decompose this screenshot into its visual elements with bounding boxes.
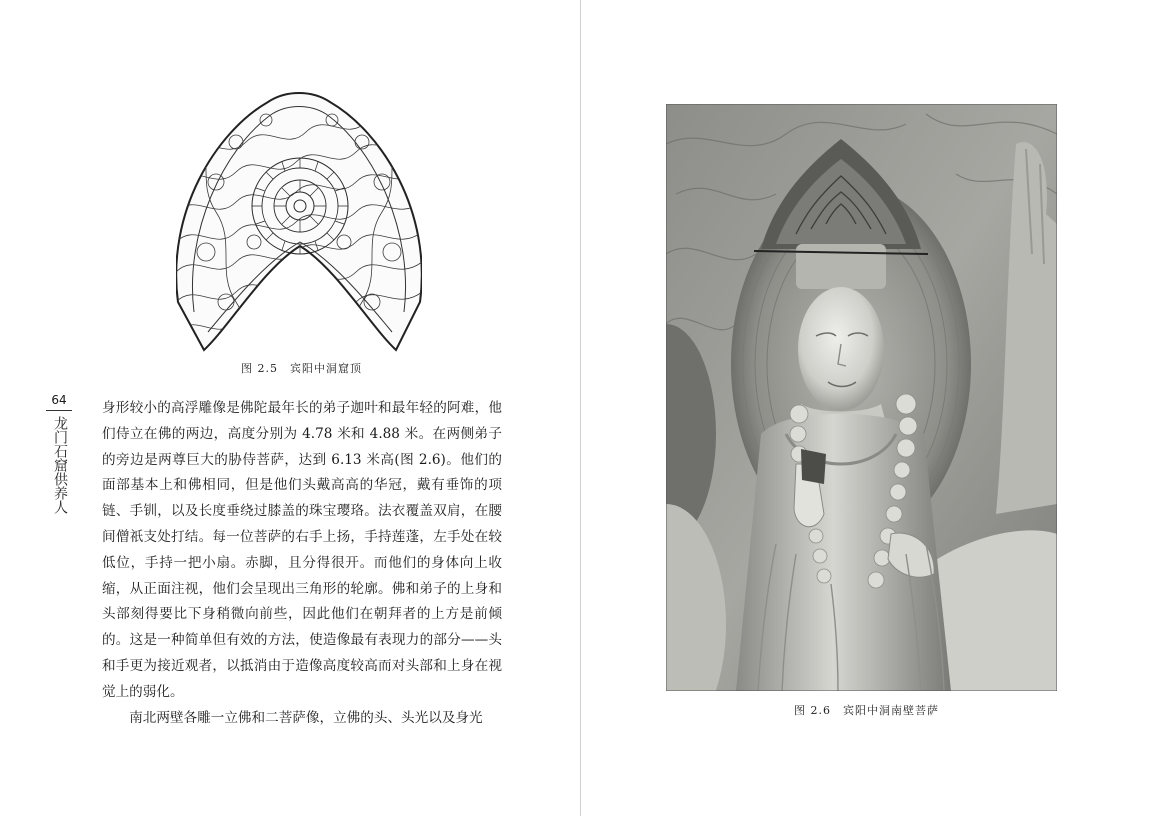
body-text [102, 396, 502, 731]
page-number: 64 [51, 393, 67, 407]
running-title: 龙门石窟供养人 [52, 416, 68, 514]
folio-rule [46, 410, 72, 411]
figure-2-5-ceiling-drawing [176, 92, 422, 354]
figure-2-6-caption: 图 2.6 宾阳中洞南壁菩萨 [794, 704, 939, 717]
figure-2-5-caption: 图 2.5 宾阳中洞窟顶 [241, 362, 362, 375]
paragraph-1: 身形较小的高浮雕像是佛陀最年长的弟子迦叶和最年轻的阿难，他们侍立在佛的两边，高度分别为 4.78 米和 4.88 米。在两侧弟子的旁边是两尊巨大的胁侍菩萨，达到 6.13 米高(图 2.6)。他们的面部基本上和佛相同，但是他们头戴高高的华冠，戴有垂饰的项链、手钏，以及长度垂绕过膝盖的珠宝璎珞。法衣覆盖双肩，在腰间僧祇支处打结。每一位菩萨的右手上扬，手持莲蓬，左手处在较低位，手持一把小扇。赤脚，且分得很开。而他们的身体向上收缩，从正面注视，他们会呈现出三角形的轮廓。佛和弟子的上身和头部刻得要比下身稍微向前些，因此他们在朝拜者的上方是前倾的。这是一种简单但有效的方法，使造像最有表现力的部分——头和手更为接近观者，以抵消由于造像高度较高而对头部和上身在视觉上的弱化。 [102, 400, 502, 700]
paragraph-2: 南北两壁各雕一立佛和二菩萨像，立佛的头、头光以及身光 [129, 709, 483, 726]
figure-2-6-bodhisattva-photo [666, 104, 1057, 691]
